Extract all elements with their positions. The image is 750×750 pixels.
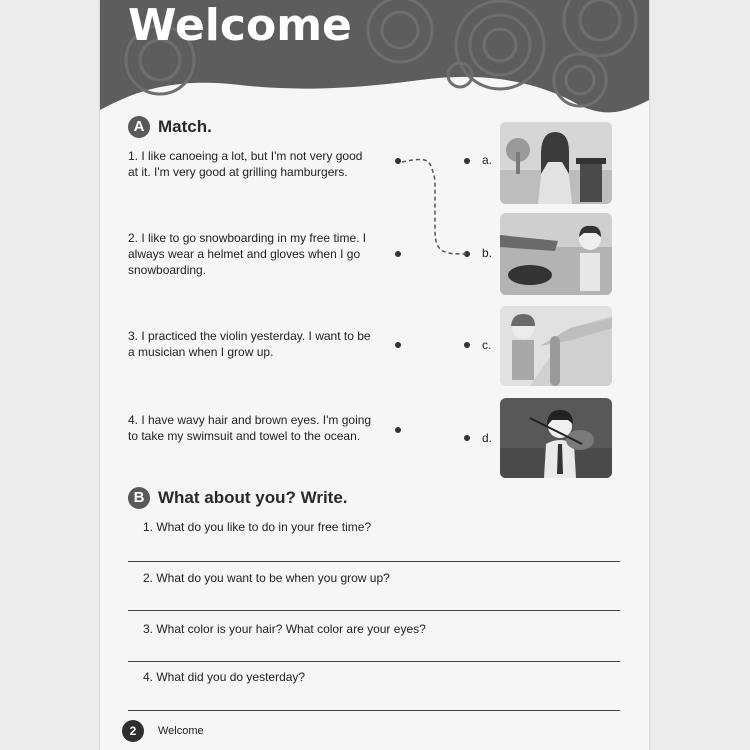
question-1: 1. What do you like to do in your free time? xyxy=(143,520,372,534)
match-item-3: 3. I practiced the violin yesterday. I want to be a musician when I grow up. xyxy=(128,329,371,359)
answer-line-4[interactable] xyxy=(128,710,620,711)
section-b-title: What about you? Write. xyxy=(158,488,348,507)
answer-line-1[interactable] xyxy=(128,561,620,562)
match-dot-left-4[interactable] xyxy=(395,427,401,433)
picture-letter-c: c. xyxy=(482,338,492,352)
section-a-title: Match. xyxy=(158,117,212,136)
question-4: 4. What did you do yesterday? xyxy=(143,670,306,684)
match-dot-right-c[interactable] xyxy=(464,342,470,348)
match-item-2: 2. I like to go snowboarding in my free time. I always wear a helmet and gloves when I go snowboarding. xyxy=(128,231,367,277)
boy-with-snowboard-picture xyxy=(500,306,612,386)
boy-with-violin-picture xyxy=(500,398,612,478)
page-title: Welcome xyxy=(128,0,352,51)
match-item-1: 1. I like canoeing a lot, but I'm not very good at it. I'm very good at grilling hamburgers. xyxy=(128,149,363,179)
page-number: 2 xyxy=(122,720,144,742)
footer-label: Welcome xyxy=(158,725,204,737)
question-3: 3. What color is your hair? What color are your eyes? xyxy=(143,622,426,636)
answer-line-2[interactable] xyxy=(128,610,620,611)
match-dot-right-d[interactable] xyxy=(464,435,470,441)
question-2: 2. What do you want to be when you grow up? xyxy=(143,571,390,585)
boy-at-lake-picture xyxy=(500,213,612,295)
workbook-page xyxy=(100,0,649,750)
match-item-4: 4. I have wavy hair and brown eyes. I'm going to take my swimsuit and towel to the ocean. xyxy=(128,413,372,443)
match-dot-left-3[interactable] xyxy=(395,342,401,348)
answer-line-3[interactable] xyxy=(128,661,620,662)
example-match-line xyxy=(390,150,480,265)
picture-letter-b: b. xyxy=(482,246,493,260)
section-b-badge: B xyxy=(128,487,150,509)
picture-letter-d: d. xyxy=(482,431,493,445)
girl-grilling-picture xyxy=(500,122,612,204)
section-a-badge: A xyxy=(128,116,150,138)
picture-letter-a: a. xyxy=(482,153,493,167)
